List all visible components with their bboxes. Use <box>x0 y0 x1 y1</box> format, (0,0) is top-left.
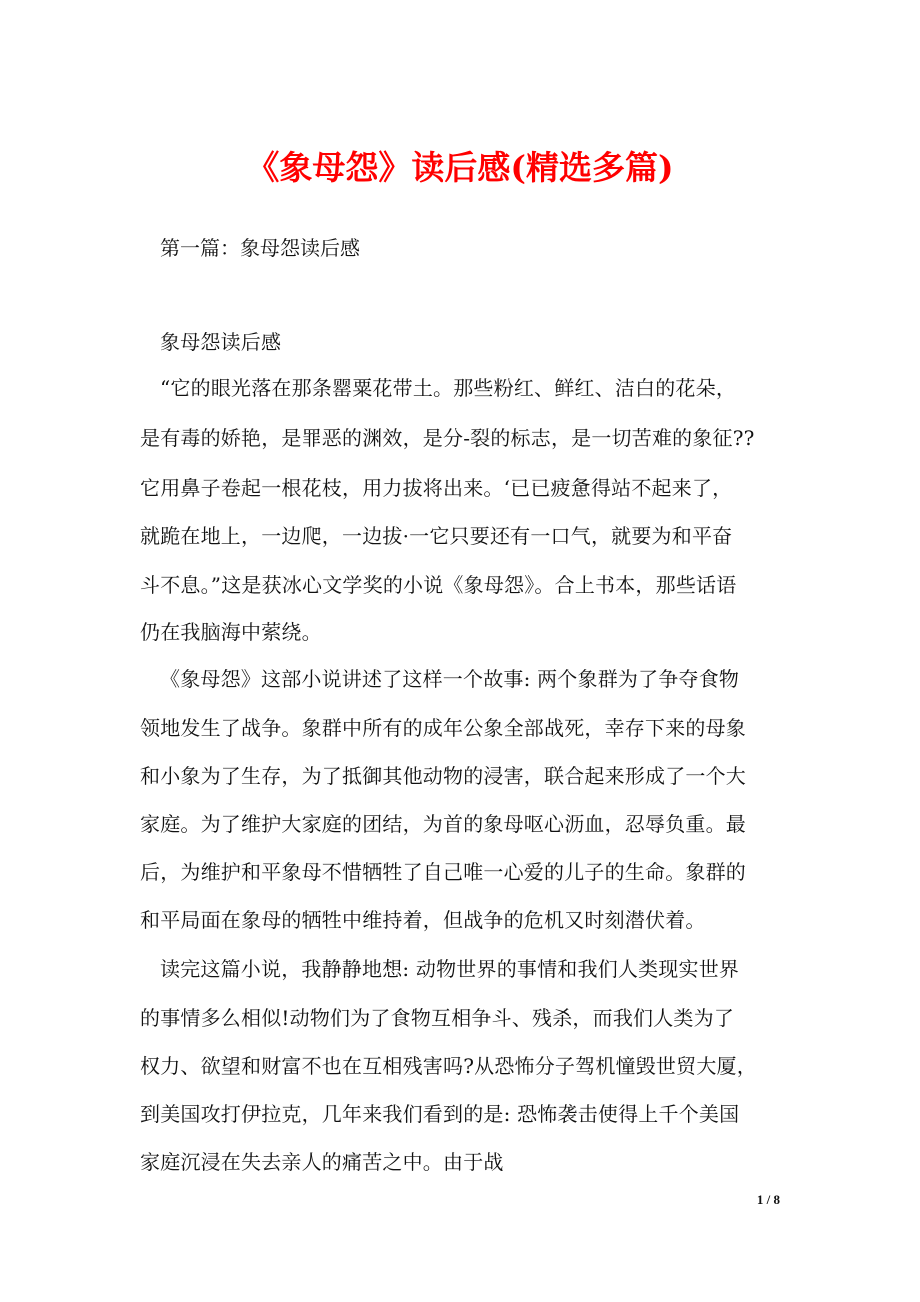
text-line: 家庭。为了维护大家庭的团结，为首的象母呕心沥血，忍辱负重。最 <box>140 812 746 836</box>
text-line: “它的眼光落在那条罂粟花带土。那些粉红、鲜红、洁白的花朵， <box>160 376 737 400</box>
document-title: 《象母怨》读后感(精选多篇) <box>246 148 674 187</box>
text-line: 家庭沉浸在失去亲人的痛苦之中。由于战 <box>140 1150 504 1174</box>
text-line: 斗不息。”这是获冰心文学奖的小说《象母怨》。合上书本，那些话语 <box>140 573 737 597</box>
text-line: 领地发生了战争。象群中所有的成年公象全部战死，幸存下来的母象 <box>140 716 746 740</box>
text-line: 和平局面在象母的牺牲中维持着，但战争的危机又时刻潜伏着。 <box>140 908 706 932</box>
text-line: 的事情多么相似!动物们为了食物互相争斗、残杀，而我们人类为了 <box>140 1006 735 1030</box>
text-line: 《象母怨》这部小说讲述了这样一个故事: 两个象群为了争夺食物 <box>160 667 740 691</box>
section-heading: 第一篇：象母怨读后感 <box>160 236 360 260</box>
text-line: 权力、欲望和财富不也在互相残害吗?从恐怖分子驾机憧毁世贸大厦， <box>140 1054 757 1078</box>
text-line: 和小象为了生存，为了抵御其他动物的浸害，联合起来形成了一个大 <box>140 764 746 788</box>
text-line: 仍在我脑海中萦绕。 <box>140 620 322 644</box>
page-number: 1 / 8 <box>756 1192 780 1207</box>
text-line: 它用鼻子卷起一根花枝，用力拔将出来。‘已已疲惫得站不起来了， <box>140 476 733 500</box>
text-line: 是有毒的娇艳，是罪恶的渊效，是分-裂的标志，是一切苦难的象征?? <box>140 426 755 450</box>
text-line: 读完这篇小说，我静静地想: 动物世界的事情和我们人类现实世界 <box>160 957 740 981</box>
article-subtitle: 象母怨读后感 <box>160 330 282 354</box>
text-line: 后，为维护和平象母不惜牺牲了自己唯一心爱的儿子的生命。象群的 <box>140 860 746 884</box>
text-line: 就跪在地上，一边爬，一边拔·一它只要还有一口气，就要为和平奋 <box>140 524 733 548</box>
text-line: 到美国攻打伊拉克，几年来我们看到的是: 恐怖袭击使得上千个美国 <box>140 1102 740 1126</box>
